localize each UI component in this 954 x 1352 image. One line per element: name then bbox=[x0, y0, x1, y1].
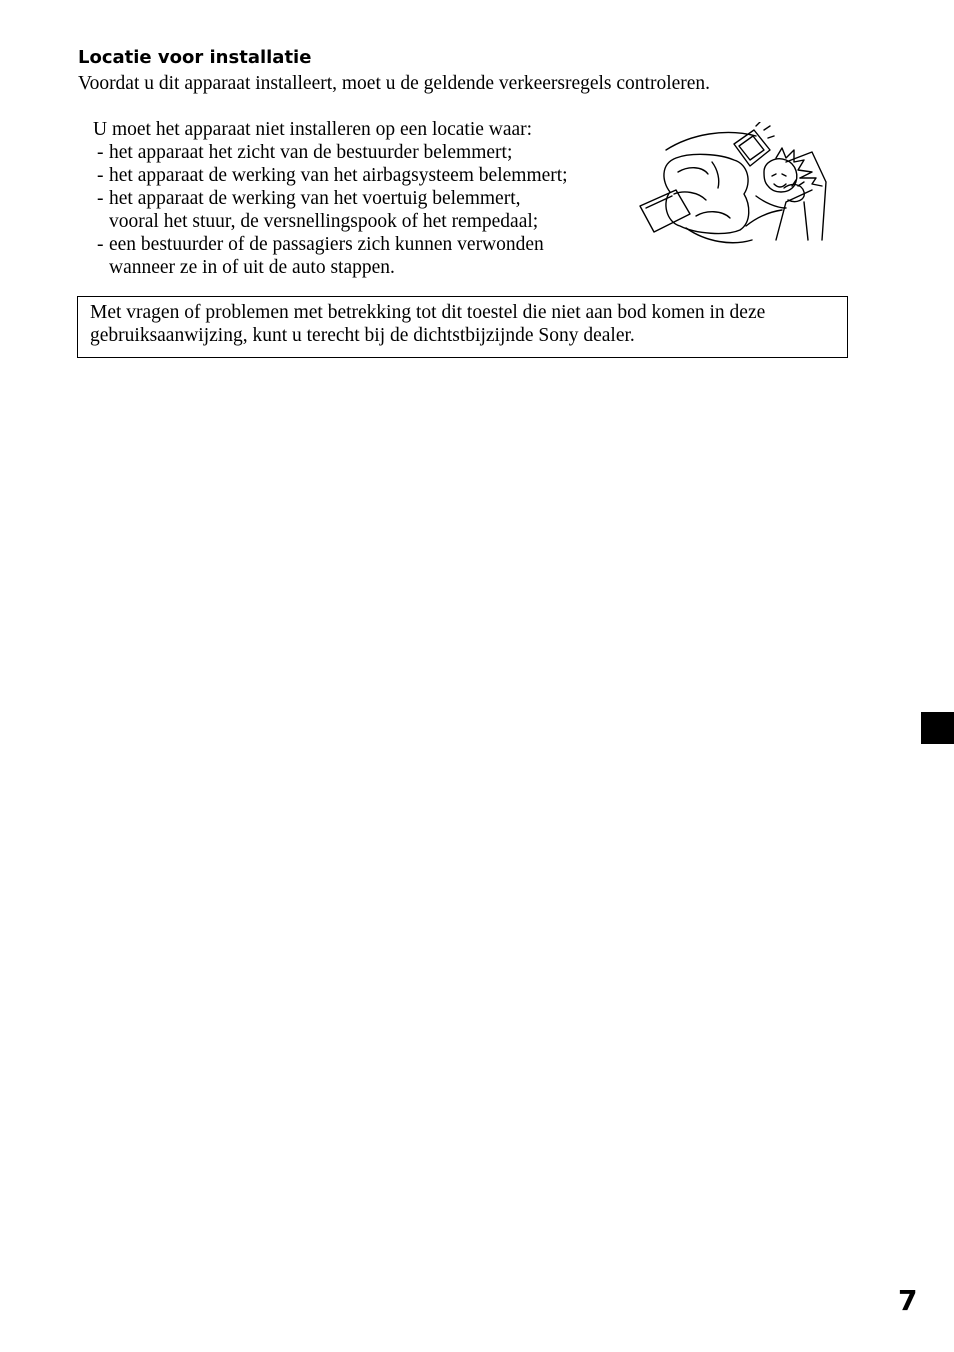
warning-line: een bestuurder of de passagiers zich kunnen verwonden bbox=[109, 234, 544, 255]
warning-list bbox=[93, 118, 568, 279]
intro-text: Voordat u dit apparaat installeert, moet u de geldende verkeersregels controleren. bbox=[78, 73, 711, 94]
warning-item: - het apparaat het zicht van de bestuurder belemmert; bbox=[97, 142, 513, 163]
warning-item: - het apparaat de werking van het voertuig belemmert, vooral het stuur, de versnellingspook of het rempedaal; bbox=[97, 188, 539, 232]
warning-line: het apparaat de werking van het airbagsysteem belemmert; bbox=[109, 165, 568, 186]
warning-item: - het apparaat de werking van het airbagsysteem belemmert; bbox=[97, 165, 568, 186]
warning-lead: U moet het apparaat niet installeren op een locatie waar: bbox=[93, 119, 533, 140]
warning-line: vooral het stuur, de versnellingspook of het rempedaal; bbox=[109, 211, 539, 232]
warning-line: het apparaat het zicht van de bestuurder belemmert; bbox=[109, 142, 513, 163]
note-box: Met vragen of problemen met betrekking tot dit toestel die niet aan bod komen in deze gebruiksaanwijzing, kunt u terecht bij de dichtstbijzijnde Sony dealer. bbox=[77, 296, 848, 358]
warning-item: - een bestuurder of de passagiers zich kunnen verwonden wanneer ze in of uit de auto stappen. bbox=[97, 234, 544, 278]
section-heading: Locatie voor installatie bbox=[78, 47, 312, 68]
warning-line: het apparaat de werking van het voertuig belemmert, bbox=[109, 188, 521, 209]
section-tab-marker bbox=[921, 712, 954, 744]
warning-line: wanneer ze in of uit de auto stappen. bbox=[109, 257, 395, 278]
airbag-warning-illustration bbox=[636, 122, 832, 254]
page-number: 7 bbox=[898, 1284, 918, 1317]
